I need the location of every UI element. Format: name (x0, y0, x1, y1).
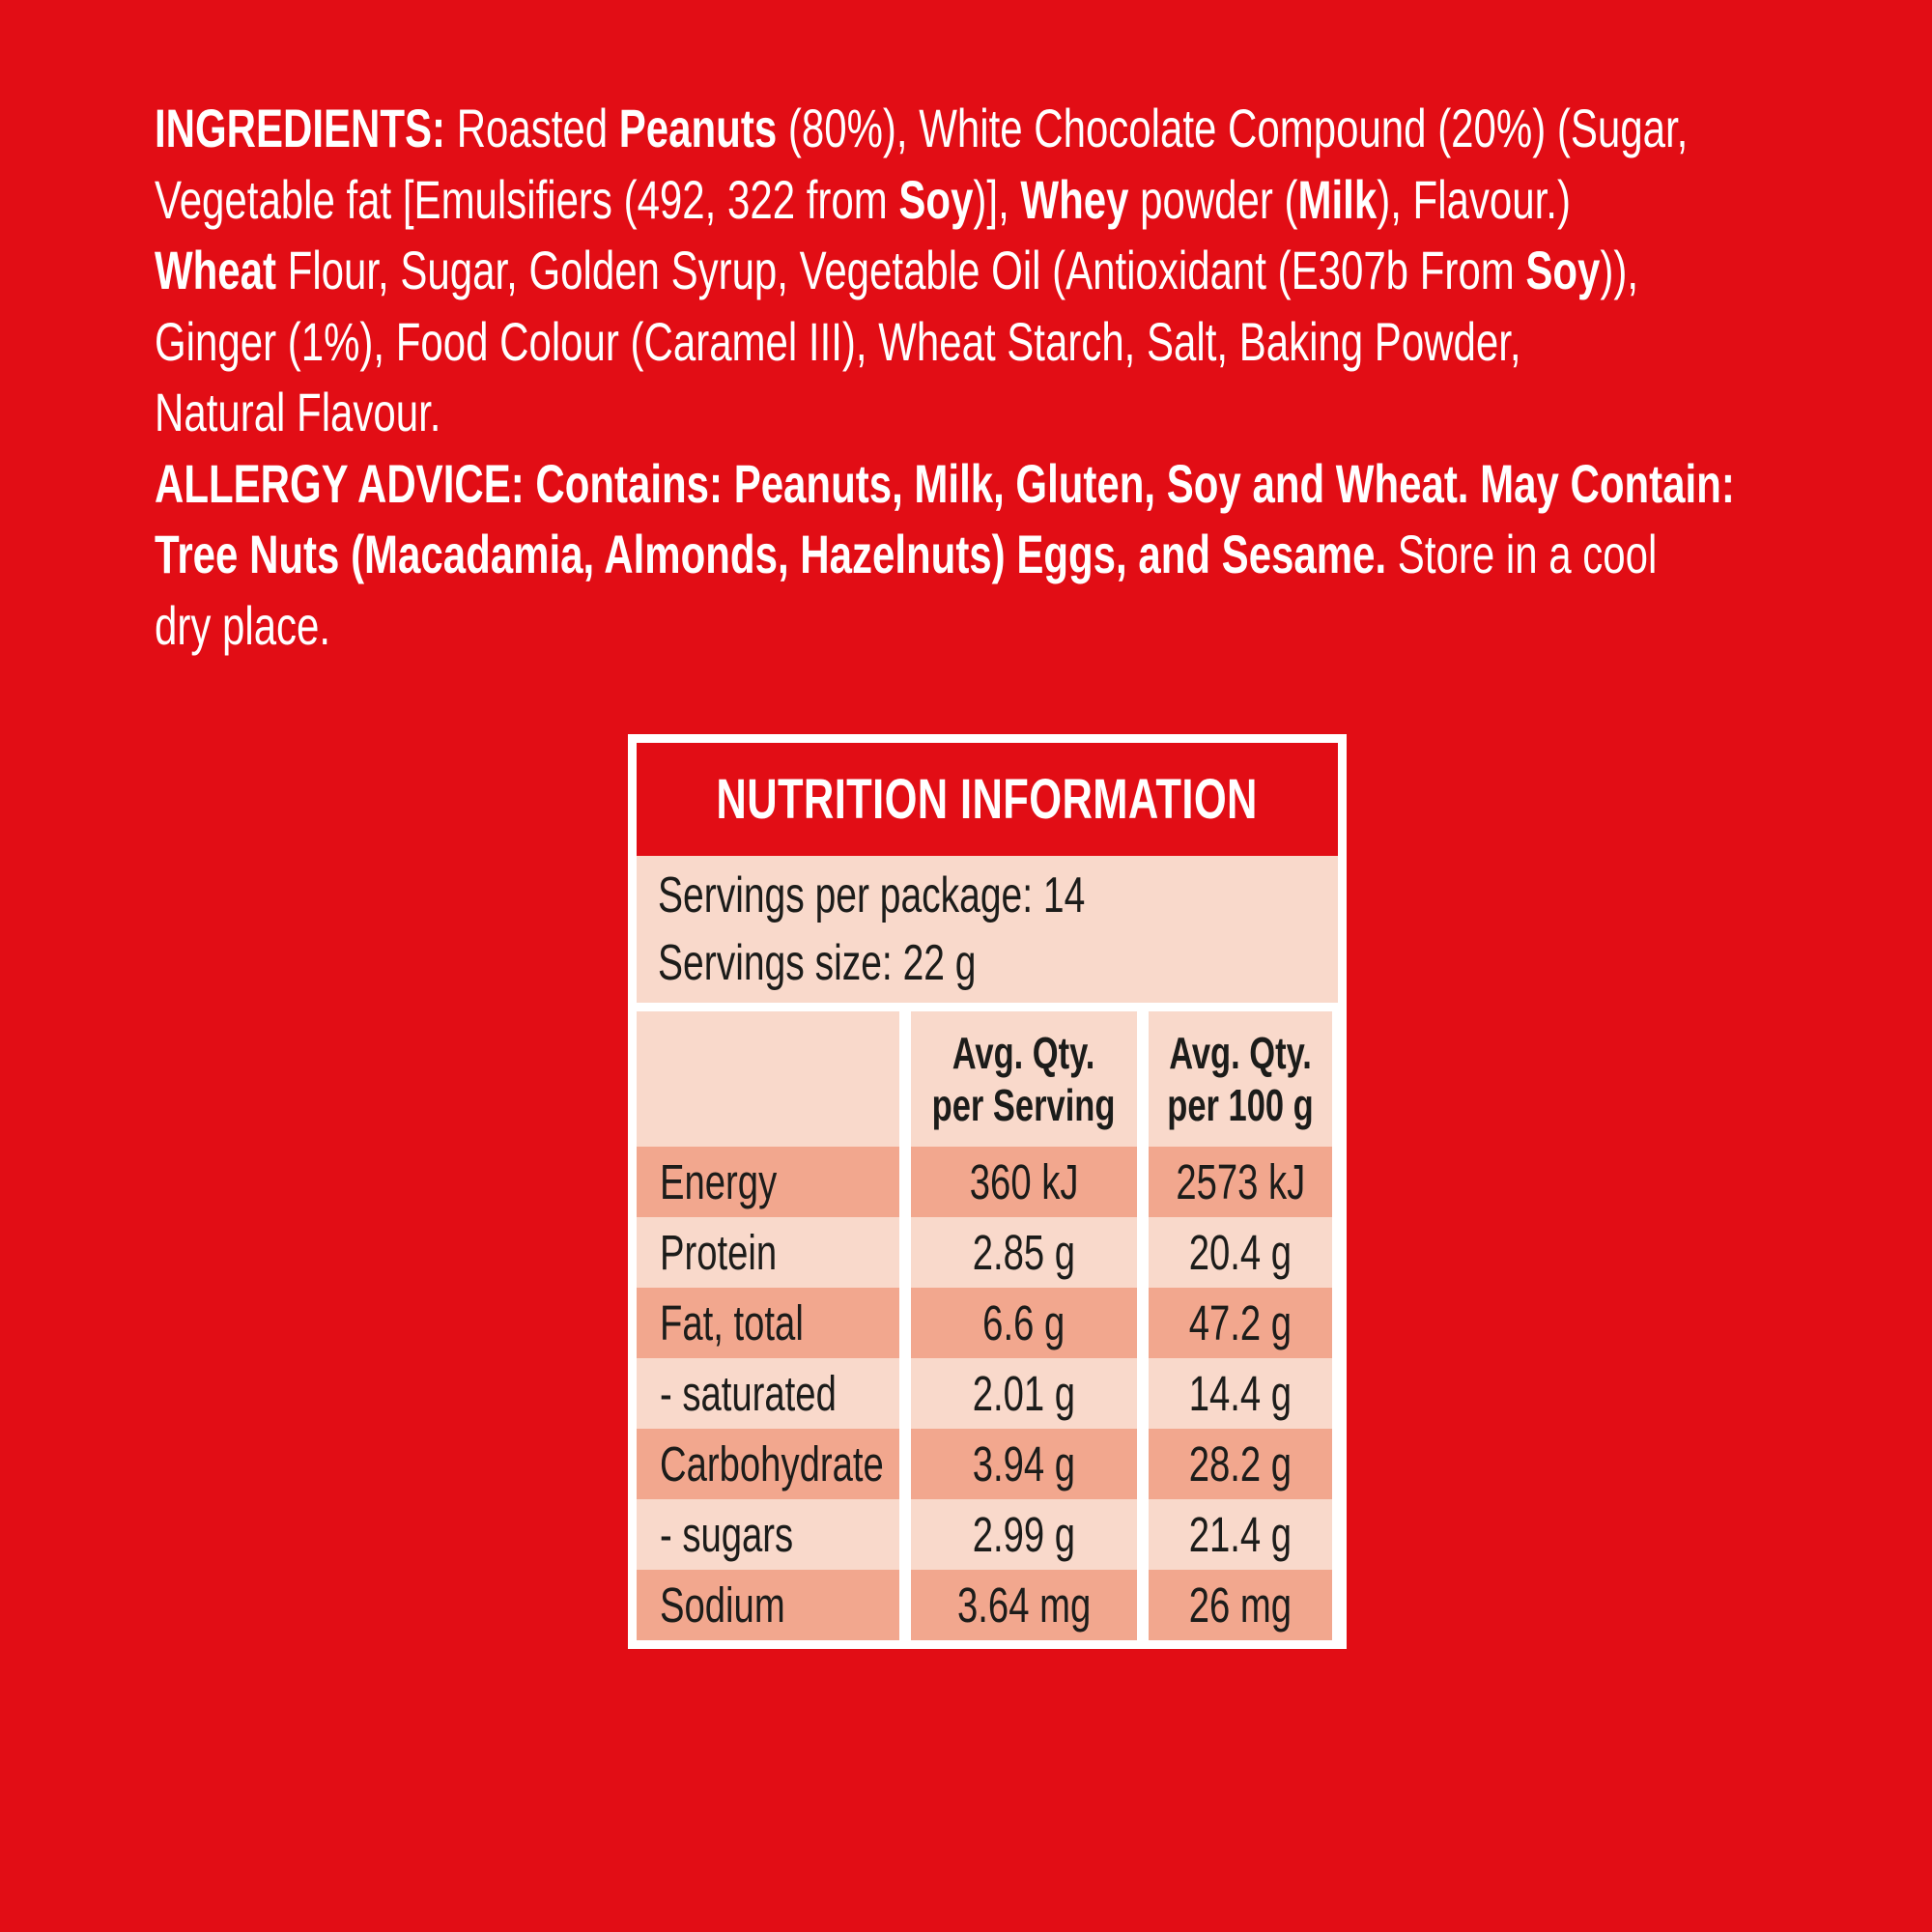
ingredients-line: dry place. (155, 594, 331, 656)
value-per-100g: 47.2 g (1149, 1288, 1332, 1358)
nutrient-label: Fat, total (637, 1288, 899, 1358)
value-per-serving: 360 kJ (911, 1147, 1137, 1217)
value-per-serving: 3.94 g (911, 1429, 1137, 1499)
nutrition-table (637, 1011, 1338, 1640)
nutrient-label: - saturated (637, 1358, 899, 1429)
servings-per-package: Servings per package: 14 (658, 867, 1086, 923)
nutrient-label: Energy (637, 1147, 899, 1217)
ingredients-allergy-text (155, 93, 1932, 661)
value-per-serving: 6.6 g (911, 1288, 1137, 1358)
ingredients-line: Wheat Flour, Sugar, Golden Syrup, Vegetable Oil (Antioxidant (E307b From Soy)), (155, 240, 1639, 300)
nutrient-label: Sodium (637, 1570, 899, 1640)
ingredients-line: INGREDIENTS: Roasted Peanuts (80%), White Chocolate Compound (20%) (Sugar, (155, 98, 1689, 158)
value-per-serving: 2.01 g (911, 1358, 1137, 1429)
value-per-100g: 14.4 g (1149, 1358, 1332, 1429)
value-per-serving: 3.64 mg (911, 1570, 1137, 1640)
header-cell-blank (637, 1011, 899, 1147)
value-per-100g: 28.2 g (1149, 1429, 1332, 1499)
nutrition-title-band (637, 743, 1338, 856)
nutrient-label: Protein (637, 1217, 899, 1288)
ingredients-line: Ginger (1%), Food Colour (Caramel III), Wheat Starch, Salt, Baking Powder, (155, 310, 1521, 372)
header-cell-per-serving: Avg. Qty. per Serving (911, 1011, 1137, 1147)
nutrient-label: Carbohydrate (637, 1429, 899, 1499)
ingredients-line: ALLERGY ADVICE: Contains: Peanuts, Milk, Gluten, Soy and Wheat. May Contain: (155, 452, 1735, 514)
value-per-100g: 20.4 g (1149, 1217, 1332, 1288)
value-per-100g: 26 mg (1149, 1570, 1332, 1640)
value-per-100g: 2573 kJ (1149, 1147, 1332, 1217)
ingredients-line: Vegetable fat [Emulsifiers (492, 322 from Soy)], Whey powder (Milk), Flavour.) (155, 168, 1571, 230)
ingredients-line: Tree Nuts (Macadamia, Almonds, Hazelnuts) Eggs, and Sesame. Store in a cool (155, 524, 1658, 584)
nutrition-title: NUTRITION INFORMATION (716, 768, 1259, 831)
servings-block (637, 856, 1338, 1003)
value-per-serving: 2.85 g (911, 1217, 1137, 1288)
ingredients-line: Natural Flavour. (155, 382, 441, 442)
header-cell-per-100g: Avg. Qty. per 100 g (1149, 1011, 1332, 1147)
servings-size: Servings size: 22 g (658, 935, 977, 991)
value-per-100g: 21.4 g (1149, 1499, 1332, 1570)
nutrient-label: - sugars (637, 1499, 899, 1570)
value-per-serving: 2.99 g (911, 1499, 1137, 1570)
nutrition-panel (628, 734, 1347, 1649)
